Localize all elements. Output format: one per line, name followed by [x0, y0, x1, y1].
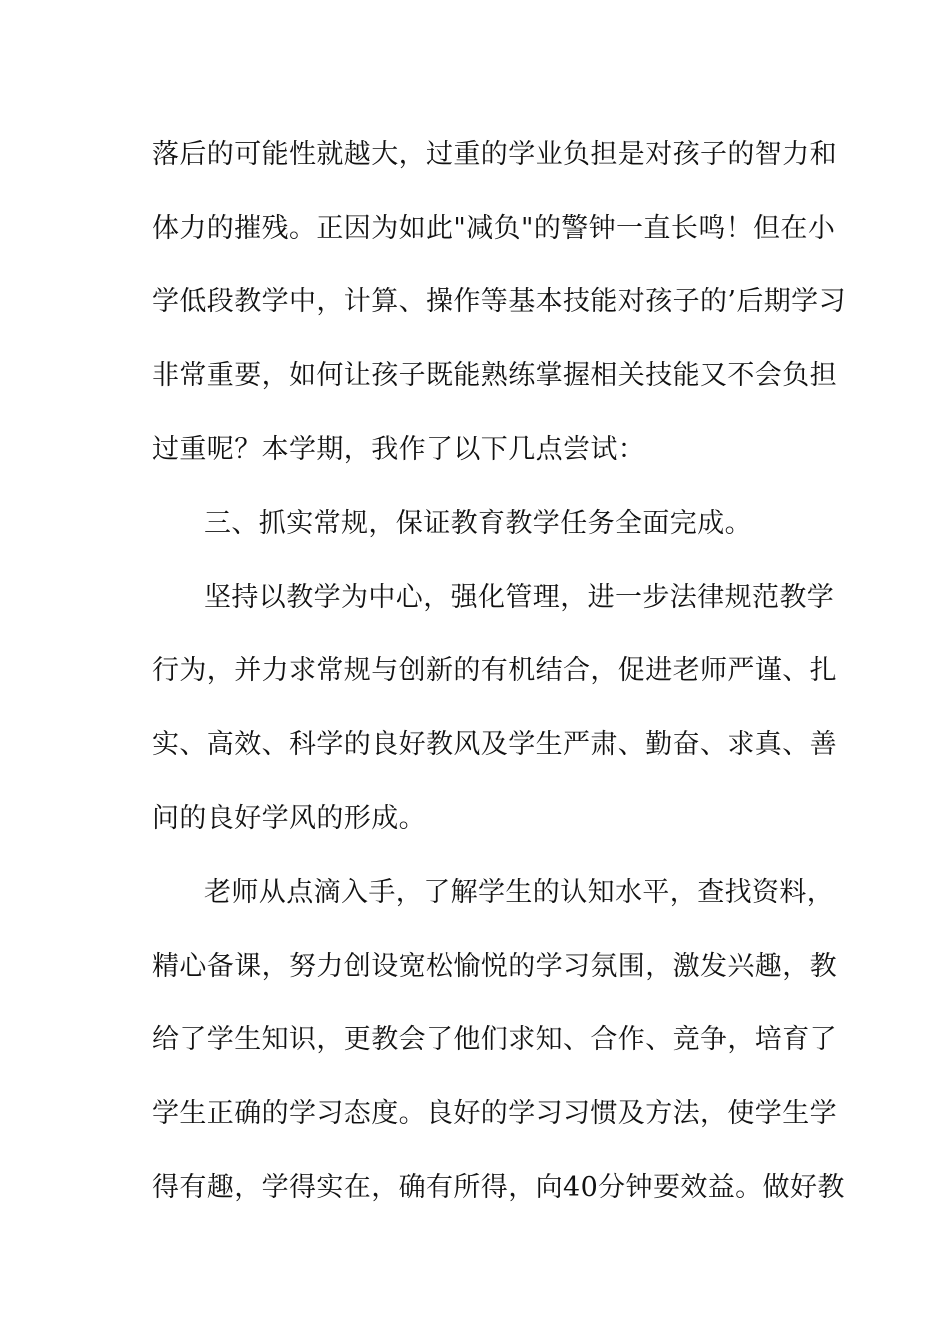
section-heading: 三、抓实常规，保证教育教学任务全面完成。 [204, 508, 752, 539]
text-line: 问的良好学风的形成。 [152, 803, 426, 834]
text-line: 实、高效、科学的良好教风及学生严肃、勤奋、求真、善 [152, 729, 837, 760]
text-line: 过重呢？本学期，我作了以下几点尝试： [152, 434, 646, 465]
text-line: 非常重要，如何让孩子既能熟练掌握相关技能又不会负担 [152, 360, 837, 391]
paragraph-first-line: 坚持以教学为中心，强化管理，进一步法律规范教学 [204, 582, 835, 613]
text-line: 精心备课，努力创设宽松愉悦的学习氛围，激发兴趣，教 [152, 951, 837, 982]
paragraph-first-line: 老师从点滴入手，了解学生的认知水平，查找资料， [204, 877, 835, 908]
text-line: 行为，并力求常规与创新的有机结合，促进老师严谨、扎 [152, 655, 837, 686]
text-line: 落后的可能性就越大，过重的学业负担是对孩子的智力和 [152, 139, 837, 170]
text-line: 给了学生知识，更教会了他们求知、合作、竞争，培育了 [152, 1024, 837, 1055]
text-line: 得有趣，学得实在，确有所得，向40分钟要效益。做好教 [152, 1172, 845, 1203]
text-line: 学低段教学中，计算、操作等基本技能对孩子的’后期学习 [152, 286, 846, 317]
text-line: 学生正确的学习态度。良好的学习习惯及方法，使学生学 [152, 1098, 837, 1129]
text-line: 体力的摧残。正因为如此"减负"的警钟一直长鸣！但在小 [152, 213, 836, 244]
